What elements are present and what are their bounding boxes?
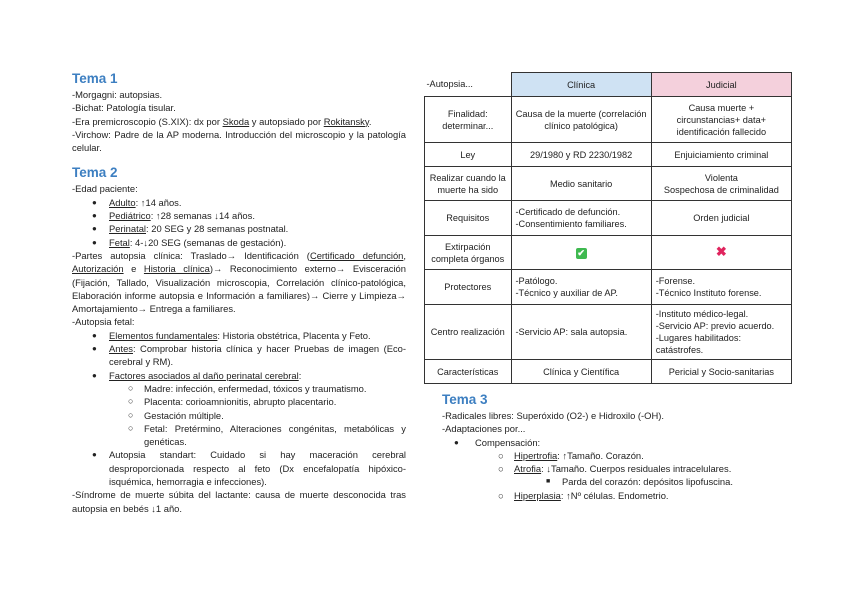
- row-label: Finalidad: determinar...: [425, 97, 512, 143]
- list-item: [442, 489, 802, 502]
- list-item: [442, 436, 802, 449]
- row-label: Extirpación completa órganos: [425, 236, 512, 270]
- adaptaciones-line: -Adaptaciones por...: [442, 423, 526, 435]
- list-item: [442, 475, 802, 488]
- fetal-term: Factores asociados al daño perinatal cerebral: [109, 369, 299, 381]
- skoda-term: Skoda: [222, 115, 250, 127]
- bullet-icon: ●: [92, 344, 97, 354]
- hiperplasia-text: : ↑Nº células. Endometrio.: [560, 489, 669, 501]
- list-item: [72, 236, 406, 249]
- edad-term: Adulto: [109, 196, 136, 208]
- header-judicial: Judicial: [651, 73, 791, 97]
- cell-clinica: -Patólogo. -Técnico y auxiliar de AP.: [511, 270, 651, 305]
- edad-heading: -Edad paciente:: [72, 183, 138, 195]
- hiperplasia-term: Hiperplasia: [514, 489, 561, 501]
- tema1-line-era: [72, 115, 406, 128]
- edad-text: : 20 SEG y 28 semanas postnatal.: [146, 223, 289, 235]
- certificado-term: Certificado defunción: [309, 249, 404, 261]
- table-corner: -Autopsia...: [426, 79, 473, 90]
- row-label: Realizar cuando la muerte ha sido: [425, 167, 512, 201]
- square-bullet-icon: ■: [546, 478, 551, 486]
- factor-text: Gestación múltiple.: [144, 409, 224, 421]
- edad-text: : 4-↓20 SEG (semanas de gestación).: [129, 236, 287, 248]
- partes-text: )→ Reconocimiento externo→ Evisceración (Fijación, Tallado, Visualización microscopia, Correlación clínico-patológica, Elaboración informe autopsia e Información a familiares)→ Cierre y Limpieza→ Amortajamiento→ Entrega a familiares.: [72, 263, 406, 315]
- row-label: Centro realización: [425, 305, 512, 360]
- list-item: [442, 449, 802, 462]
- cell-clinica: -Certificado de defunción. -Consentimiento familiares.: [511, 201, 651, 236]
- check-icon: ✔: [577, 247, 585, 258]
- circle-bullet-icon: ○: [498, 463, 504, 475]
- list-item: [442, 462, 802, 475]
- bullet-icon: ●: [92, 237, 97, 247]
- header-clinica: Clínica: [511, 73, 651, 97]
- list-item: [72, 209, 406, 222]
- partes-text: -Partes autopsia clínica: Traslado→ Identificación (: [72, 249, 310, 261]
- circle-bullet-icon: ○: [498, 449, 504, 461]
- row-label: Protectores: [425, 270, 512, 305]
- list-item: [72, 422, 406, 449]
- list-item: [72, 196, 406, 209]
- cell-judicial: -Instituto médico-legal. -Servicio AP: previo acuerdo. -Lugares habilitados: catástrofes.: [651, 305, 791, 360]
- bullet-icon: ●: [92, 211, 97, 221]
- edad-text: : ↑28 semanas ↓14 años.: [150, 210, 255, 222]
- list-item: [72, 448, 406, 488]
- cell-judicial: Violenta Sospechosa de criminalidad: [651, 167, 791, 201]
- bullet-icon: ●: [454, 437, 459, 447]
- tema2-title: Tema 2: [72, 165, 118, 181]
- row-label: Características: [425, 360, 512, 384]
- autopsia-comparison-table: [424, 72, 792, 384]
- cell-judicial: Orden judicial: [651, 201, 791, 236]
- table-row: [425, 143, 792, 167]
- list-item: [72, 409, 406, 422]
- table-row: [425, 97, 792, 143]
- autorizacion-term: Autorización: [72, 263, 124, 275]
- tema1-title: Tema 1: [72, 71, 118, 86]
- list-item: [72, 395, 406, 408]
- fetal-text: : Comprobar historia clínica y hacer Pruebas de imagen (Eco-cerebral y RM).: [109, 343, 406, 368]
- bullet-icon: ●: [92, 330, 97, 340]
- fetal-list: [72, 329, 406, 489]
- edad-term: Pediátrico: [109, 210, 151, 222]
- edad-term: Perinatal: [109, 223, 147, 235]
- hipertrofia-term: Hipertrofia: [514, 449, 558, 461]
- cell-judicial: [651, 236, 791, 270]
- atrofia-text: : ↓Tamaño. Cuerpos residuales intracelulares.: [541, 463, 732, 475]
- table-row: [425, 236, 792, 270]
- row-label: Ley: [425, 143, 512, 167]
- left-column: [72, 70, 406, 515]
- row-label: Requisitos: [425, 201, 512, 236]
- partes-autopsia-paragraph: [72, 249, 406, 315]
- list-item: [72, 342, 406, 369]
- bullet-icon: ●: [92, 224, 97, 234]
- sindrome-paragraph: -Síndrome de muerte súbita del lactante: causa de muerte desconocida tras autopsia en bebés ↓1 año.: [72, 489, 406, 514]
- rokitansky-term: Rokitansky: [323, 115, 369, 127]
- partes-text: e: [123, 263, 144, 275]
- era-pre-text: -Era premicroscopio (S.XIX): dx por: [72, 115, 223, 127]
- hipertrofia-text: : ↑Tamaño. Corazón.: [557, 449, 644, 461]
- cell-clinica: Medio sanitario: [511, 167, 651, 201]
- circle-bullet-icon: ○: [498, 489, 504, 501]
- tema1-line-virchow: -Virchow: Padre de la AP moderna. Introducción del microscopio y la patología celular.: [72, 128, 406, 154]
- tema3-title: Tema 3: [442, 392, 488, 407]
- cross-icon: ✖: [715, 244, 727, 259]
- bullet-icon: ●: [92, 370, 97, 380]
- list-item: [72, 369, 406, 382]
- edad-text: : ↑14 años.: [135, 196, 182, 208]
- cell-judicial: Enjuiciamiento criminal: [651, 143, 791, 167]
- table-row: [425, 201, 792, 236]
- circle-bullet-icon: ○: [128, 396, 134, 407]
- cell-clinica: Clínica y Científica: [511, 360, 651, 384]
- factor-text: Placenta: corioamnionitis, abrupto placentario.: [144, 396, 337, 408]
- bullet-icon: ●: [92, 450, 97, 460]
- cell-judicial: Causa muerte + circunstancias+ data+ identificación fallecido: [651, 97, 791, 143]
- circle-bullet-icon: ○: [128, 409, 134, 420]
- circle-bullet-icon: ○: [128, 382, 134, 393]
- tema1-line-morgagni: -Morgagni: autopsias.: [72, 89, 163, 100]
- fetal-term: Elementos fundamentales: [109, 329, 218, 341]
- table-row: [425, 305, 792, 360]
- edad-list: [72, 196, 406, 249]
- era-mid-text: y autopsiado por: [249, 115, 324, 127]
- table-row: [425, 270, 792, 305]
- circle-bullet-icon: ○: [128, 422, 134, 433]
- fetal-term: Antes: [109, 343, 133, 355]
- list-item: [72, 222, 406, 235]
- fetal-heading: -Autopsia fetal:: [72, 316, 135, 328]
- factor-text: Madre: infección, enfermedad, tóxicos y traumatismo.: [144, 382, 367, 394]
- radicales-line: -Radicales libres: Superóxido (O2-) e Hidroxilo (-OH).: [442, 410, 664, 421]
- era-end-text: .: [368, 115, 372, 127]
- bullet-icon: ●: [92, 197, 97, 207]
- fetal-text: : Historia obstétrica, Placenta y Feto.: [217, 329, 371, 341]
- factor-text: Fetal: Pretérmino, Alteraciones congénitas, metabólicas y genéticas.: [144, 422, 406, 448]
- table-row: [425, 360, 792, 384]
- cell-clinica: 29/1980 y RD 2230/1982: [511, 143, 651, 167]
- atrofia-term: Atrofia: [514, 463, 542, 475]
- cell-clinica: Causa de la muerte (correlación clínico patológica): [511, 97, 651, 143]
- fetal-text: :: [298, 369, 302, 381]
- tema1-line-bichat: -Bichat: Patología tisular.: [72, 102, 176, 114]
- compensacion-text: Compensación:: [475, 436, 541, 448]
- cell-judicial: Pericial y Socio-sanitarias: [651, 360, 791, 384]
- list-item: [72, 382, 406, 395]
- partes-text: ,: [403, 249, 406, 261]
- cell-clinica: -Servicio AP: sala autopsia.: [511, 305, 651, 360]
- tema3-section: [442, 391, 802, 502]
- table-row: [425, 167, 792, 201]
- standart-text: Autopsia standart: Cuidado si hay maceración cerebral desproporcionada respecto al feto (Dx encefalopatía hipóxico-isquémica, hemorragia e infecciones).: [109, 449, 406, 488]
- list-item: [72, 329, 406, 342]
- cell-clinica: [511, 236, 651, 270]
- historia-term: Historia clínica: [143, 263, 210, 275]
- atrofia-sub-text: Parda del corazón: depósitos lipofuscina.: [562, 476, 733, 488]
- edad-term: Fetal: [109, 236, 130, 248]
- cell-judicial: -Forense. -Técnico Instituto forense.: [651, 270, 791, 305]
